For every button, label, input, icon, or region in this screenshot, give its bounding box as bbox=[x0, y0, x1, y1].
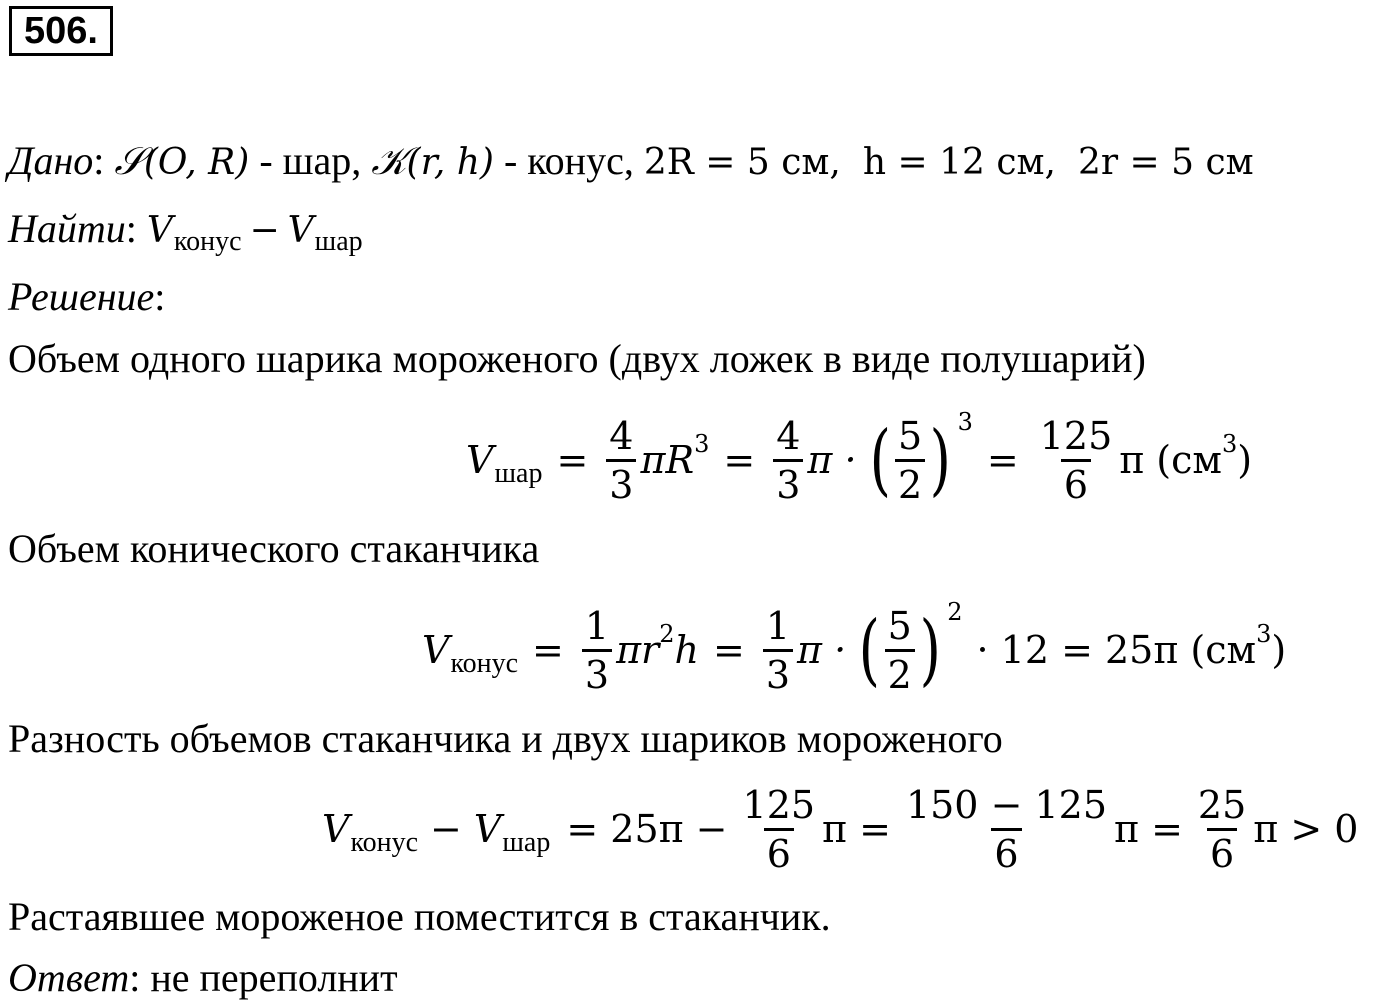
eq2-fraction-2: $\frac{1}{3}$ bbox=[763, 607, 793, 694]
eq2-fraction-1: $\frac{1}{3}$ bbox=[582, 607, 612, 694]
sphere-args: (O, R) bbox=[143, 142, 250, 183]
answer-line bbox=[8, 955, 398, 1001]
eq1-fraction-2: $\frac{4}{3}$ bbox=[773, 417, 803, 504]
eq3-fraction-1: $\frac{125}{6}$ bbox=[742, 782, 816, 876]
equation-ball-volume: V шар = $\frac{4}{3}$ πR 3 = $\frac{4}{3}$ π · ( $\frac{5}{2}$ ) 3 = $\frac{125}{6}$ π (см 3 ) bbox=[466, 408, 1253, 507]
given-label: Дано bbox=[8, 138, 94, 183]
eq1-equals: = bbox=[556, 438, 589, 482]
problem-number: 506. bbox=[9, 6, 113, 56]
eq2-paren-fraction: $\frac{5}{2}$ bbox=[885, 607, 915, 694]
paragraph-ball-volume: Объем одного шарика мороженого (двух ложек в виде полушарий) bbox=[8, 336, 1146, 381]
paragraph-volume-difference: Разность объемов стаканчика и двух шариков мороженого bbox=[8, 716, 1003, 761]
find-v1: V bbox=[146, 210, 173, 251]
find-line: Найти: $V_{конус} - V_{шар}$ bbox=[8, 206, 363, 257]
eq3-fraction-3: $\frac{25}{6}$ bbox=[1197, 782, 1247, 876]
condition-diameter-sphere: 2R = 5 см, bbox=[643, 142, 841, 183]
answer-label: Ответ bbox=[8, 955, 130, 1000]
condition-diameter-cone: 2r = 5 см bbox=[1077, 142, 1254, 183]
eq1-paren-fraction: $\frac{5}{2}$ bbox=[895, 417, 925, 504]
sphere-text: - шар, bbox=[249, 138, 372, 183]
find-v2: V bbox=[287, 210, 314, 251]
answer-text: : не переполнит bbox=[129, 955, 398, 1000]
sphere-symbol: 𝒮 bbox=[114, 139, 144, 183]
eq1-fraction-3: $\frac{125}{6}$ bbox=[1039, 413, 1113, 507]
find-v1-sub: конус bbox=[173, 226, 242, 257]
find-v2-sub: шар bbox=[314, 226, 363, 257]
cone-symbol: 𝒦 bbox=[371, 139, 407, 183]
equation-cone-volume: V конус = $\frac{1}{3}$ πr 2 h = $\frac{1}{3}$ π · ( $\frac{5}{2}$ ) 2 · 12 = 25π (см 3 ) bbox=[422, 598, 1287, 697]
paragraph-conclusion: Растаявшее мороженое поместится в стаканчик. bbox=[8, 894, 831, 939]
eq1-v: V bbox=[466, 438, 494, 482]
cone-text: - конус, bbox=[493, 138, 644, 183]
equation-volume-difference: V конус − V шар = 25π − $\frac{125}{6}$ π = $\frac{150 - 125}{6}$ π = $\frac{25}{6}$ π > 0 bbox=[322, 782, 1359, 876]
cone-args: (r, h) bbox=[406, 142, 494, 183]
eq3-fraction-2: $\frac{150 - 125}{6}$ bbox=[905, 782, 1108, 876]
condition-height: h = 12 см, bbox=[862, 142, 1056, 183]
eq1-term-1: πR bbox=[640, 438, 695, 482]
eq1-sub: шар bbox=[494, 458, 543, 489]
find-label: Найти bbox=[8, 206, 126, 251]
given-line: Дано: 𝒮(O, R) - шар, 𝒦(r, h) - конус, 2R = 5 см, h = 12 см, 2r = 5 см bbox=[8, 138, 1254, 183]
find-minus: − bbox=[249, 210, 280, 251]
paragraph-cone-volume: Объем конического стаканчика bbox=[8, 526, 540, 571]
solution-label: Решение: bbox=[8, 274, 166, 319]
eq1-fraction-1: $\frac{4}{3}$ bbox=[606, 417, 636, 504]
